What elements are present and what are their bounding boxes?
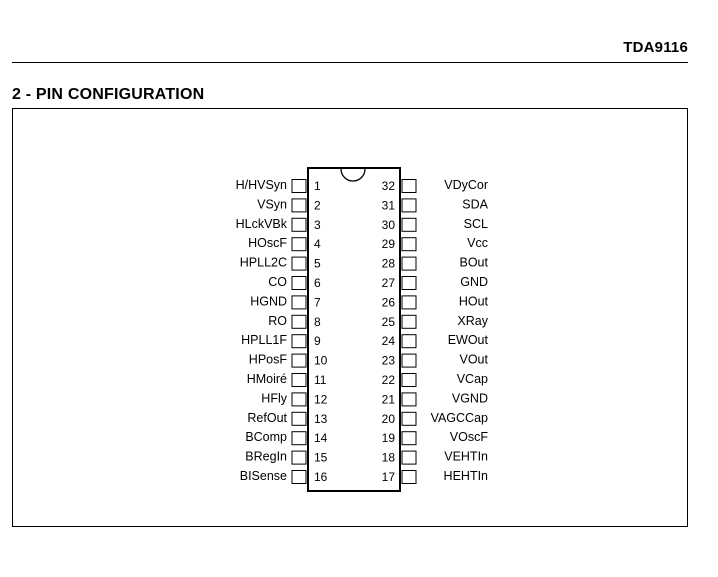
pin-name: SCL [463, 216, 488, 231]
pin-7 [250, 294, 321, 309]
pin-number: 19 [381, 431, 395, 446]
pin-name: BComp [245, 430, 287, 445]
pin-pad [402, 277, 416, 290]
pin-name: BOut [459, 255, 488, 270]
part-number: TDA9116 [623, 39, 688, 56]
pin-name: EWOut [447, 333, 488, 348]
pin-number: 29 [381, 237, 395, 252]
pin-name: Vcc [467, 236, 488, 251]
pin-number: 23 [381, 353, 395, 368]
pin-pad [292, 374, 306, 387]
pin-22 [382, 372, 488, 387]
pin-number: 12 [314, 392, 328, 407]
pin-name: HEHTIn [443, 469, 488, 483]
pin-number: 28 [381, 256, 395, 271]
pin-number: 24 [381, 334, 395, 349]
pin-name: VCap [456, 372, 488, 386]
pin-number: 11 [314, 373, 327, 387]
pin-pad [402, 432, 416, 445]
pin-2 [257, 197, 321, 212]
pin-pad [292, 257, 306, 270]
pin-number: 20 [381, 411, 395, 426]
pin-number: 25 [381, 314, 395, 329]
pin-pad [402, 238, 416, 251]
pin-name: XRay [457, 313, 488, 328]
pin-pad [292, 180, 306, 193]
pin-number: 7 [314, 295, 321, 310]
pin-pad [402, 315, 416, 328]
pin-number: 8 [314, 314, 321, 329]
pin-pad [292, 335, 306, 348]
pin-name: HGND [250, 294, 287, 309]
pin-name: VDyCor [444, 178, 488, 192]
pin-number: 30 [381, 217, 395, 232]
pin-23 [382, 353, 489, 368]
pin-pad [292, 277, 306, 290]
pin-19 [382, 430, 489, 445]
pin-pad [292, 218, 306, 231]
pin-4 [248, 236, 321, 251]
pin-13 [247, 411, 327, 426]
pin-32 [382, 178, 488, 193]
pin-pad [292, 296, 306, 309]
pin-31 [382, 197, 489, 212]
pin-number: 32 [381, 179, 395, 193]
left-pin-column [236, 178, 328, 484]
pin-27 [382, 275, 488, 290]
pin-11 [247, 372, 327, 387]
pin-number: 13 [314, 411, 328, 426]
pin-pad [402, 180, 416, 193]
pin-name: VSyn [257, 197, 287, 212]
pin-number: 5 [314, 256, 321, 271]
right-pin-column [382, 178, 489, 484]
pin-name: HPLL1F [241, 333, 287, 348]
pin-name: HLckVBk [235, 216, 287, 231]
pin-15 [245, 450, 327, 465]
ic-notch [341, 169, 365, 181]
pin-pad [292, 412, 306, 425]
pin-number: 9 [314, 334, 321, 349]
section-title: 2 - PIN CONFIGURATION [12, 86, 205, 103]
pin-name: VOscF [449, 430, 488, 445]
pin-14 [245, 430, 327, 445]
pin-name: RO [268, 313, 287, 328]
pin-number: 26 [381, 295, 395, 310]
pin-number: 14 [314, 431, 328, 446]
pin-pad [292, 315, 306, 328]
pin-name: HPosF [248, 352, 287, 367]
pin-30 [382, 217, 488, 232]
pin-pad [402, 471, 416, 484]
pin-number: 6 [314, 276, 321, 290]
pin-pad [292, 432, 306, 445]
pin-number: 31 [381, 198, 395, 213]
pin-number: 10 [314, 353, 328, 368]
pin-16 [240, 469, 328, 484]
pin-name: VGND [451, 391, 488, 406]
pin-name: HPLL2C [239, 255, 287, 270]
pin-number: 1 [314, 179, 321, 193]
pin-pad [402, 354, 416, 367]
pin-6 [268, 275, 321, 290]
pin-pad [292, 354, 306, 367]
pin-20 [382, 411, 488, 426]
pin-number: 3 [314, 217, 321, 232]
pin-name: BRegIn [245, 449, 287, 464]
pin-pad [402, 257, 416, 270]
pin-21 [382, 391, 488, 406]
pin-24 [382, 333, 489, 348]
pin-25 [382, 314, 489, 329]
pin-name: VEHTIn [444, 449, 488, 464]
pin-name: HOut [458, 294, 488, 309]
pin-8 [268, 314, 321, 329]
pin-9 [241, 333, 321, 348]
pin-number: 17 [381, 470, 395, 484]
pin-name: SDA [462, 197, 488, 212]
pin-pad [402, 412, 416, 425]
pin-number: 15 [314, 450, 328, 465]
pin-12 [261, 391, 327, 406]
pin-10 [249, 353, 328, 368]
pin-pad [402, 296, 416, 309]
pin-number: 21 [381, 392, 395, 407]
pin-name: RefOut [247, 410, 287, 425]
pin-pad [402, 335, 416, 348]
pin-pad [402, 451, 416, 464]
pin-pad [402, 218, 416, 231]
pin-pad [292, 393, 306, 406]
pin-name: BISense [239, 469, 287, 483]
pin-number: 18 [381, 450, 395, 465]
pin-pad [402, 374, 416, 387]
pin-pad [402, 199, 416, 212]
pin-name: VOut [459, 352, 488, 367]
pin-name: H/HVSyn [235, 178, 287, 192]
pin-26 [382, 294, 489, 309]
pin-pad [292, 238, 306, 251]
pin-pad [402, 393, 416, 406]
pin-pad [292, 451, 306, 464]
pin-number: 22 [381, 373, 395, 387]
pin-17 [382, 469, 488, 484]
pin-29 [382, 236, 488, 251]
pin-name: VAGCCap [430, 410, 488, 425]
pin-number: 2 [314, 198, 321, 213]
pin-name: HOscF [248, 236, 287, 251]
pin-name: CO [268, 275, 287, 289]
pin-28 [382, 256, 489, 271]
pin-pad [292, 199, 306, 212]
pin-name: HMoiré [246, 372, 287, 386]
pin-number: 27 [381, 276, 395, 290]
pin-pad [292, 471, 306, 484]
pin-number: 16 [314, 470, 328, 484]
pin-number: 4 [314, 237, 321, 252]
pin-name: HFly [261, 391, 287, 406]
pin-name: GND [460, 275, 488, 289]
pin-18 [382, 450, 488, 465]
